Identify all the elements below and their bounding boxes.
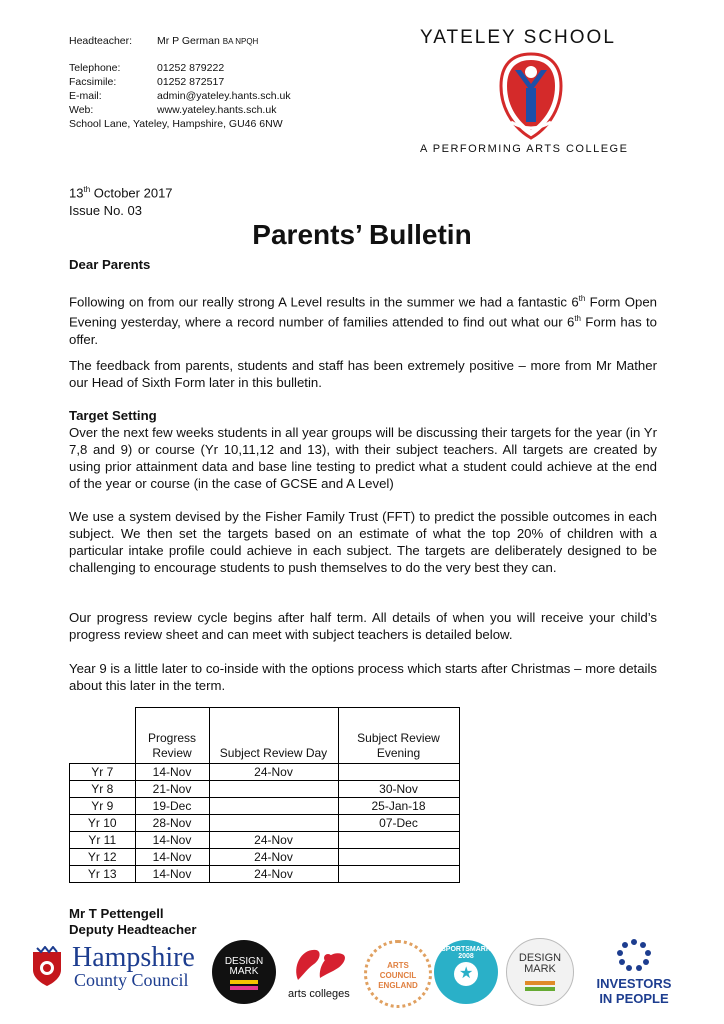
arts-colleges-label: arts colleges: [288, 988, 350, 1000]
year-cell: Yr 13: [70, 866, 136, 883]
day-cell: 24-Nov: [209, 832, 338, 849]
footer-logos: [0, 936, 724, 1016]
arts-colleges-icon: [292, 944, 350, 984]
progress-cell: 14-Nov: [135, 849, 209, 866]
header-contact-block: [69, 34, 369, 134]
signature-role: Deputy Headteacher: [69, 922, 197, 937]
web-value[interactable]: www.yateley.hants.sch.uk: [157, 104, 277, 116]
evening-cell: 07-Dec: [338, 815, 459, 832]
date-suffix: th: [83, 185, 91, 194]
progress-cell: 14-Nov: [135, 866, 209, 883]
salutation: Dear Parents: [69, 257, 151, 272]
progress-cell: 28-Nov: [135, 815, 209, 832]
evening-cell: [338, 849, 459, 866]
hampshire-crest-icon: [30, 946, 64, 988]
page-title: Parents’ Bulletin: [252, 219, 472, 250]
school-address: School Lane, Yateley, Hampshire, GU46 6NW: [69, 118, 283, 130]
year-cell: Yr 10: [70, 815, 136, 832]
day-cell: [209, 781, 338, 798]
bulletin-date: [69, 185, 173, 200]
iip-text: [594, 976, 674, 1006]
day-cell: [209, 798, 338, 815]
table-row: [70, 832, 460, 849]
paragraph-progress-review: Our progress review cycle begins after half term. All details of when you will receive your child’s progress review sheet and can meet with subject teachers is detailed below.: [69, 610, 657, 642]
iip-line2: IN PEOPLE: [599, 991, 669, 1006]
day-cell: 24-Nov: [209, 849, 338, 866]
review-schedule-table: [69, 707, 460, 883]
arts-council-logo: [364, 940, 432, 1008]
table-row: [70, 764, 460, 781]
progress-cell: 14-Nov: [135, 764, 209, 781]
school-crest-logo: [497, 52, 565, 140]
sportsmark-text: SPORTSMARK 2008: [441, 946, 491, 960]
table-row: [70, 798, 460, 815]
year-cell: Yr 8: [70, 781, 136, 798]
telephone-label: Telephone:: [69, 62, 121, 74]
iip-line1: INVESTORS: [596, 976, 672, 991]
telephone-value: 01252 879222: [157, 62, 225, 74]
evening-cell: 25-Jan-18: [338, 798, 459, 815]
date-day: 13: [69, 185, 84, 201]
facsimile-value: 01252 872517: [157, 76, 225, 88]
year-cell: Yr 7: [70, 764, 136, 781]
header-progress-review: Progress Review: [135, 708, 209, 764]
heading-target-setting: Target Setting: [69, 408, 157, 423]
evening-cell: [338, 866, 459, 883]
arts-council-text: ARTS COUNCIL ENGLAND: [378, 961, 418, 990]
hampshire-line2: County Council: [74, 970, 189, 990]
header-subject-review-evening: Subject Review Evening: [338, 708, 459, 764]
email-value[interactable]: admin@yateley.hants.sch.uk: [157, 90, 291, 102]
star-icon: ★: [459, 965, 474, 982]
paragraph-open-evening: Following on from our really strong A Level results in the summer we had a fantastic 6th Form Open Evening yesterday, where a record number of families attended to find out what our 6th Form has to offer.: [69, 294, 657, 347]
date-month-year: October 2017: [90, 185, 173, 201]
evening-cell: [338, 832, 459, 849]
investors-in-people-icon: [614, 938, 654, 974]
issue-number: Issue No. 03: [69, 203, 142, 218]
headteacher-quals: BA NPQH: [222, 37, 259, 46]
paragraph-targets: Over the next few weeks students in all year groups will be discussing their targets for the year (in Yr 7,8 and 9) or course (Yr 10,11,12 and 13), with their subject teachers. All targets are created by using prior attainment data and base line testing to predict what a student could achieve at the end of the year or course (in the case of GCSE and A Level): [69, 425, 657, 491]
progress-cell: 19-Dec: [135, 798, 209, 815]
table-row: [70, 781, 460, 798]
evening-cell: 30-Nov: [338, 781, 459, 798]
day-cell: 24-Nov: [209, 764, 338, 781]
headteacher-label: Headteacher:: [69, 35, 133, 47]
school-tagline: A PERFORMING ARTS COLLEGE: [420, 143, 629, 155]
design-mark-text: DESIGN MARK: [224, 956, 264, 977]
year-cell: Yr 12: [70, 849, 136, 866]
design-mark-logo: [212, 940, 276, 1004]
table-row: [70, 815, 460, 832]
headteacher-name: Mr P German: [157, 35, 220, 47]
table-corner-cell: [70, 708, 136, 764]
paragraph-fft: We use a system devised by the Fisher Family Trust (FFT) to predict the possible outcomes in each subject. We then set the targets based on an estimate of what the top 20% of children with a particular intake profile could achieve in each subject. The targets are deliberately designed to be challenging to encourage students to push themselves to do the very best they can.: [69, 509, 657, 575]
table-header-row: [70, 708, 460, 764]
paragraph-feedback: The feedback from parents, students and staff has been extremely positive – more from Mr Mather our Head of Sixth Form later in this bulletin.: [69, 358, 657, 390]
sportsmark-logo: [434, 940, 498, 1004]
paragraph-year9: Year 9 is a little later to co-inside with the options process which starts after Christmas – more details about this later in the term.: [69, 661, 657, 693]
facsimile-label: Facsimile:: [69, 76, 117, 88]
design-mark-gold-logo: [506, 938, 574, 1006]
table-row: [70, 849, 460, 866]
school-name: YATELEY SCHOOL: [420, 27, 616, 48]
year-cell: Yr 11: [70, 832, 136, 849]
progress-cell: 21-Nov: [135, 781, 209, 798]
table-row: [70, 866, 460, 883]
day-cell: [209, 815, 338, 832]
progress-cell: 14-Nov: [135, 832, 209, 849]
year-cell: Yr 9: [70, 798, 136, 815]
web-label: Web:: [69, 104, 94, 116]
design-mark-gold-text: DESIGN MARK: [518, 952, 562, 975]
hampshire-line1: Hampshire: [72, 942, 195, 973]
signature-name: Mr T Pettengell: [69, 906, 164, 921]
day-cell: 24-Nov: [209, 866, 338, 883]
header-subject-review-day: Subject Review Day: [209, 708, 338, 764]
evening-cell: [338, 764, 459, 781]
email-label: E-mail:: [69, 90, 102, 102]
